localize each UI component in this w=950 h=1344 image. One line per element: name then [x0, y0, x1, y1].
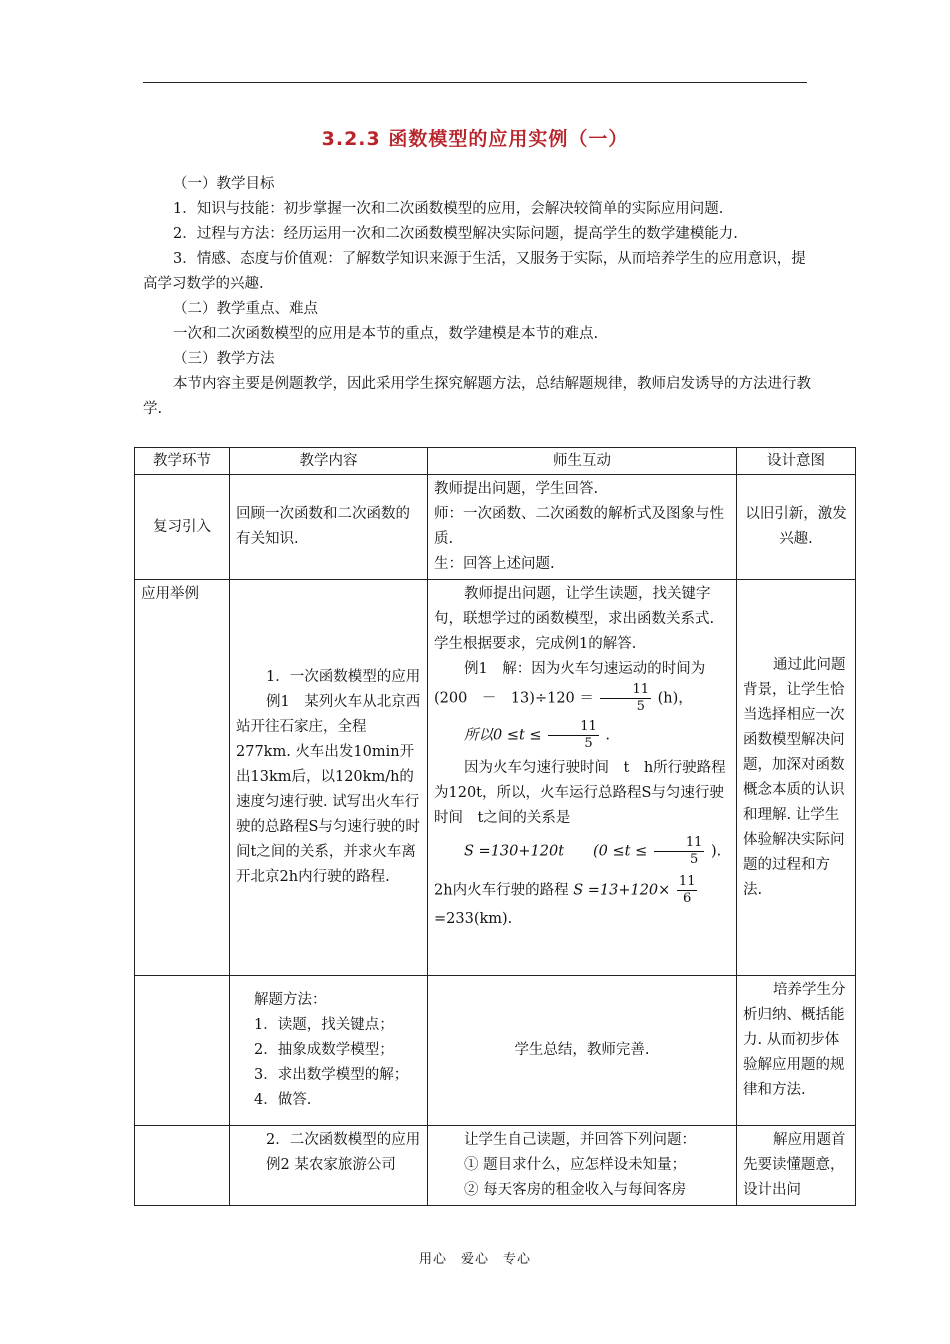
- interact-review: [428, 475, 737, 580]
- method-line: 3．求出数学模型的解；: [254, 1067, 409, 1083]
- method-line: 2．抽象成数学模型；: [254, 1042, 394, 1058]
- solution-line: 例1 解：因为火车匀速运动的时间为(200 － 13)÷120 ＝ $\frac{11}{5}$ (h)，: [434, 661, 706, 714]
- section-heading-method: （三）教学方法: [173, 351, 275, 367]
- header-intent: 设计意图: [737, 448, 856, 475]
- stage-empty: [135, 976, 230, 1126]
- lesson-plan-table: [134, 447, 856, 1206]
- interact-method: 学生总结，教师完善.: [428, 976, 737, 1126]
- example1-heading: 1．一次函数模型的应用: [266, 669, 421, 685]
- fraction-11-5: $\frac{11}{5}$: [600, 682, 651, 715]
- interact-example2: 让学生自己读题，并回答下列问题： ① 题目求什么，应怎样设未知量； ② 每天客房的租金收入与每间客房: [428, 1126, 737, 1206]
- relation-text: 因为火车匀速行驶时间 t h所行驶路程为120t，所以，火车运行总路程S与匀速行驶时间 t之间的关系是: [434, 760, 726, 826]
- content-example1: [230, 580, 428, 976]
- table-row: [135, 976, 856, 1126]
- intro-section: [143, 172, 811, 422]
- content-method: [230, 976, 428, 1126]
- page-footer: 用心 爱心 专心: [418, 1252, 531, 1267]
- stage-application: 应用举例: [135, 580, 230, 976]
- interact-line: 生：回答上述问题.: [434, 556, 555, 572]
- table-row: [135, 475, 856, 580]
- goal-process: 2．过程与方法：经历运用一次和二次函数模型解决实际问题，提高学生的数学建模能力.: [173, 226, 738, 242]
- method-line: 4．做答.: [254, 1092, 312, 1108]
- inequality-line: 所以0 ≤t ≤ $\frac{11}{5}$ .: [464, 719, 610, 751]
- content-example2: [230, 1126, 428, 1206]
- distance-result: =233(km).: [434, 911, 513, 927]
- table-row: [135, 580, 856, 976]
- table-header-row: [135, 448, 856, 475]
- header-rule: [143, 82, 807, 83]
- header-content: 教学内容: [230, 448, 428, 475]
- fraction-11-5: $\frac{11}{5}$: [654, 835, 705, 868]
- interact-line: 教师提出问题，学生回答.: [434, 481, 599, 497]
- section-heading-focus: （二）教学重点、难点: [173, 301, 318, 317]
- method-line: 解题方法：: [254, 992, 327, 1008]
- stage-review: 复习引入: [135, 475, 230, 580]
- distance-line: 2h内火车行驶的路程 S =13+120× $\frac{11}{6}$: [434, 874, 696, 906]
- page-title: 3.2.3 函数模型的应用实例（一）: [321, 128, 629, 150]
- interact-line: 师：一次函数、二次函数的解析式及图象与性质.: [434, 506, 724, 547]
- table-row: [135, 1126, 856, 1206]
- intent-review: 以旧引新，激发兴趣.: [737, 475, 856, 580]
- example2-problem: 例2 某农家旅游公司: [266, 1157, 396, 1173]
- header-stage: 教学环节: [135, 448, 230, 475]
- fraction-11-5: $\frac{11}{5}$: [548, 719, 599, 752]
- stage-empty: [135, 1126, 230, 1206]
- fraction-11-6: $\frac{11}{6}$: [678, 874, 696, 906]
- header-interaction: 师生互动: [428, 448, 737, 475]
- goal-knowledge: 1．知识与技能：初步掌握一次和二次函数模型的应用，会解决较简单的实际应用问题.: [173, 201, 724, 217]
- interact-text: 教师提出问题，让学生读题，找关键字句，联想学过的函数模型，求出函数关系式. 学生根据要求，完成例1的解答.: [434, 586, 715, 652]
- method-line: 1．读题，找关键点；: [254, 1017, 394, 1033]
- goal-attitude: 3．情感、态度与价值观：了解数学知识来源于生活，又服务于实际，从而培养学生的应用意识，提高学习数学的兴趣.: [143, 251, 806, 292]
- focus-text: 一次和二次函数模型的应用是本节的重点，数学建模是本节的难点.: [173, 326, 599, 342]
- interact-example1: [428, 580, 737, 976]
- formula-line: S =130+120t (0 ≤t ≤ $\frac{11}{5}$ ).: [464, 835, 722, 867]
- section-heading-goals: （一）教学目标: [173, 176, 275, 192]
- example1-problem: 例1 某列火车从北京西站开往石家庄，全程277km. 火车出发10min开出13km后，以120km/h的速度匀速行驶. 试写出火车行驶的总路程S与匀速行驶的时间t之间的关系，并求火车离开北京2h内行驶的路程.: [236, 694, 421, 885]
- method-text: 本节内容主要是例题教学，因此采用学生探究解题方法，总结解题规律，教师启发诱导的方法进行教学.: [143, 376, 811, 417]
- intent-example2: 解应用题首先要读懂题意，设计出问: [737, 1126, 856, 1206]
- example2-heading: 2．二次函数模型的应用: [266, 1132, 421, 1148]
- content-review: 回顾一次函数和二次函数的有关知识.: [230, 475, 428, 580]
- intent-method: 培养学生分析归纳、概括能力. 从而初步体验解应用题的规律和方法.: [737, 976, 856, 1126]
- intent-example1: 通过此问题背景，让学生恰当选择相应一次函数模型解决问题，加深对函数概念本质的认识和理解. 让学生体验解决实际问题的过程和方法.: [737, 580, 856, 976]
